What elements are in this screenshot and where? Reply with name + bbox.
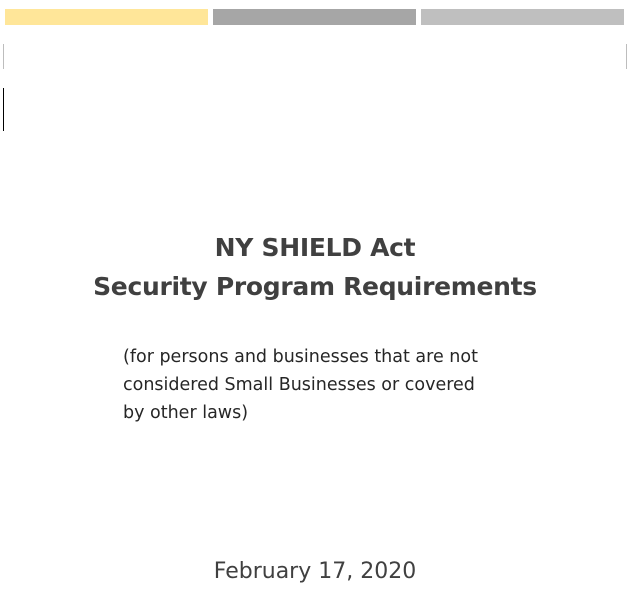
text-insertion-cursor[interactable] <box>3 88 4 131</box>
title-line-2: Security Program Requirements <box>93 272 537 301</box>
document-title <box>0 228 628 306</box>
document-date: February 17, 2020 <box>213 559 417 584</box>
header-color-band-light-gray <box>421 9 624 25</box>
left-margin-marker <box>3 44 4 69</box>
header-color-band-dark-gray <box>213 9 416 25</box>
header-color-band-yellow <box>5 9 208 25</box>
document-subtitle: (for persons and businesses that are not considered Small Businesses or covered by other laws) <box>123 347 478 423</box>
right-margin-marker <box>626 44 627 69</box>
title-line-1: NY SHIELD Act <box>214 233 416 262</box>
